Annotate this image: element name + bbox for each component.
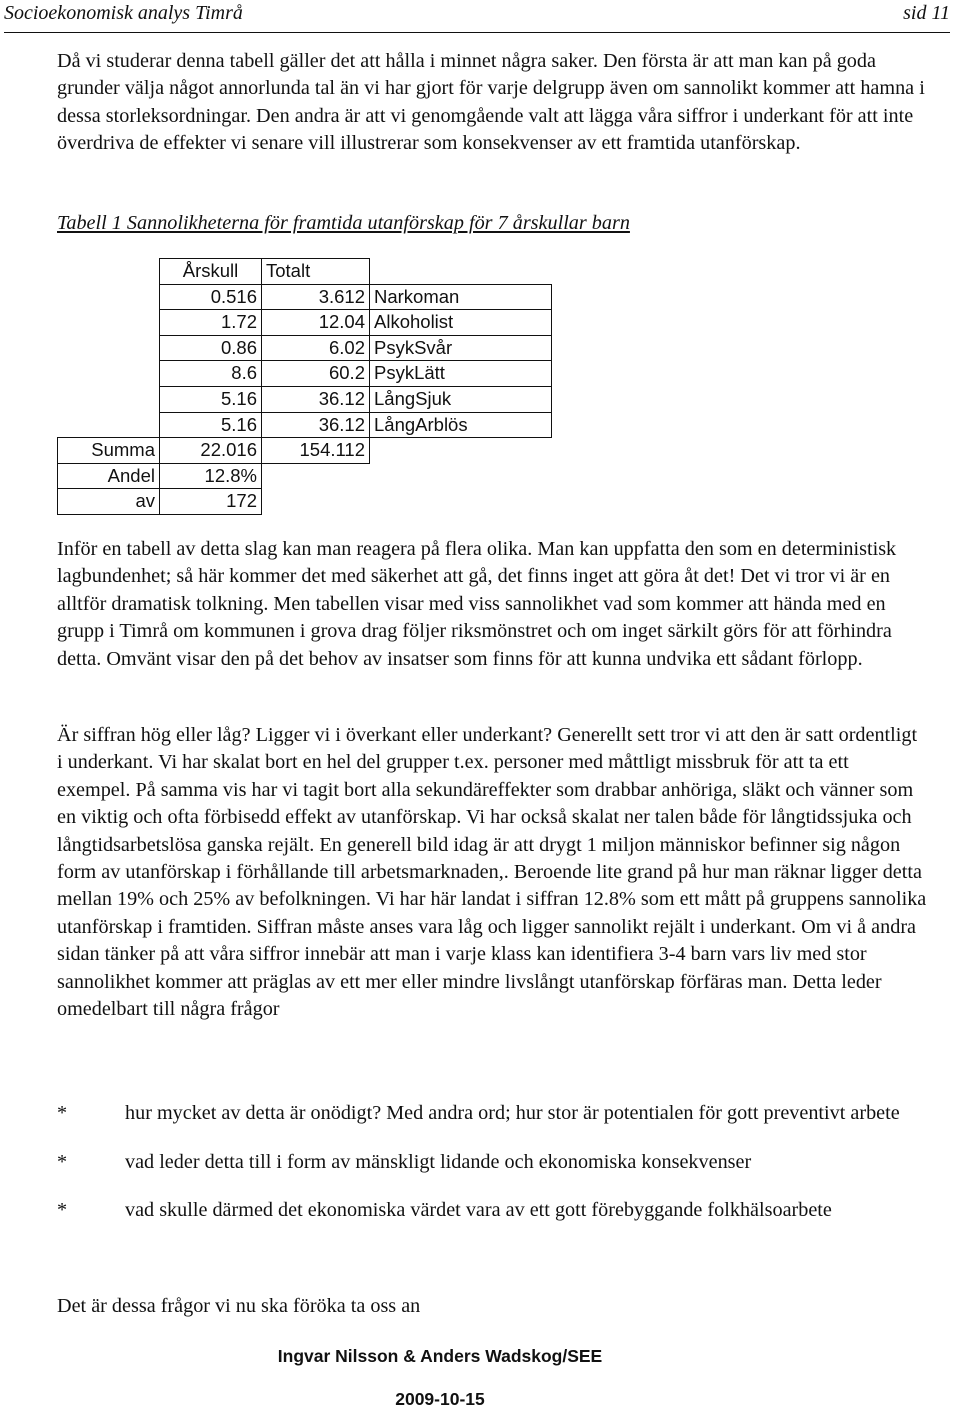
cell-arskull: 0.86 bbox=[160, 335, 262, 361]
cell-totalt: 36.12 bbox=[262, 386, 370, 412]
cell-arskull: 0.516 bbox=[160, 284, 262, 310]
page-number: sid 11 bbox=[903, 2, 950, 24]
cell-totalt: 60.2 bbox=[262, 361, 370, 387]
header-divider bbox=[4, 32, 950, 33]
question-list bbox=[57, 1101, 937, 1247]
list-item-text: vad skulle därmed det ekonomiska värdet vara av ett gott förebyggande folkhälsoarbete bbox=[125, 1199, 832, 1222]
cell-label: LångSjuk bbox=[370, 386, 552, 412]
cell-arskull: 5.16 bbox=[160, 386, 262, 412]
table-row bbox=[58, 412, 552, 438]
cell-label: Alkoholist bbox=[370, 310, 552, 336]
andel-value: 12.8% bbox=[160, 463, 262, 489]
discussion-paragraph: Är siffran hög eller låg? Ligger vi i överkant eller underkant? Generellt sett tror vi att den är satt ordentligt i underkant. Vi har skalat bort en hel del grupper t.ex. personer med måttligt missbruk för att ta ett exempel. På samma vis har vi tagit bort alla sekundäreffekter som drabbar anhöriga, släkt och vänner som en viktig och ofta förbisedd effekt av utanförskap. Vi har också skalat ner talen både för långtidssjuka och långtidsarbetslösa ganska rejält. En generell bild idag är att drygt 1 miljon människor befinner sig någon form av utanförskap i förhållande till arbetsmarknaden,. Beroende lite grand på hur man räknar ligger detta mellan 19% och 25% av befolkningen. Vi har här landat i siffran 12.8% som ett mått på gruppens sannolika utanförskap i framtiden. Siffran måste anses vara låg och ligger sannolikt rejält i underkant. Om vi å andra sidan tänker på att våra siffror innebär att man i varje klass kan identifiera 3-4 barn vars liv med stor sannolikhet kommer att präglas av ett mer eller mindre livslångt utanförskap förfäras man. Detta leder omedelbart till några frågor bbox=[57, 724, 927, 1021]
probability-table bbox=[57, 258, 552, 515]
table-row bbox=[58, 310, 552, 336]
summa-arskull: 22.016 bbox=[160, 438, 262, 464]
cell-totalt: 6.02 bbox=[262, 335, 370, 361]
table-av-row bbox=[58, 489, 552, 515]
cell-arskull: 8.6 bbox=[160, 361, 262, 387]
cell-totalt: 12.04 bbox=[262, 310, 370, 336]
intro-paragraph: Då vi studerar denna tabell gäller det att hålla i minnet några saker. Den första är att man kan på goda grunder välja något annorlunda tal än vi har gjort för varje delgrupp även om sannolikt kommer att hamna i dessa storleksordningar. Den andra är att vi genomgående valt att lägga våra siffror i underkant för att inte överdriva de effekter vi senare vill illustrerar som konsekvenser av ett framtida utanförskap. bbox=[57, 50, 925, 155]
list-item bbox=[57, 1150, 937, 1175]
cell-label: LångArblös bbox=[370, 412, 552, 438]
header-totalt: Totalt bbox=[262, 259, 370, 285]
bullet-asterisk: * bbox=[57, 1150, 68, 1173]
table-caption: Tabell 1 Sannolikheterna för framtida utanförskap för 7 årskullar barn bbox=[57, 212, 630, 234]
cell-totalt: 36.12 bbox=[262, 412, 370, 438]
bullet-asterisk: * bbox=[57, 1102, 68, 1124]
av-value: 172 bbox=[160, 489, 262, 515]
table-summa-row bbox=[58, 438, 552, 464]
list-item-text: hur mycket av detta är onödigt? Med andra ord; hur stor är potentialen för gott preventivt arbete bbox=[125, 1102, 900, 1124]
closing-paragraph: Det är dessa frågor vi nu ska föröka ta oss an bbox=[57, 1295, 421, 1317]
table-row bbox=[58, 386, 552, 412]
table-row bbox=[58, 361, 552, 387]
bullet-asterisk: * bbox=[57, 1199, 68, 1222]
list-item bbox=[57, 1198, 937, 1223]
interpretation-paragraph: Inför en tabell av detta slag kan man reagera på flera olika. Man kan uppfatta den som en deterministisk lagbundenhet; så här kommer det med säkerhet att gå, det finns inget att göra åt det! Det vi tror vi är en alltför dramatisk tolkning. Men tabellen visar med viss sannolikhet vad som kommer att hända med en grupp i Timrå om kommunen i grova drag följer riksmönstret och om inget särkilt görs för att förhindra detta. Omvänt visar den på det behov av insatser som finns för att kunna undvika ett sådant förlopp. bbox=[57, 538, 897, 670]
cell-label: PsykLätt bbox=[370, 361, 552, 387]
av-label: av bbox=[58, 489, 160, 515]
header-arskull: Årskull bbox=[160, 259, 262, 285]
table-andel-row bbox=[58, 463, 552, 489]
list-item-text: vad leder detta till i form av mänskligt lidande och ekonomiska konsekvenser bbox=[125, 1150, 752, 1173]
summa-totalt: 154.112 bbox=[262, 438, 370, 464]
table-header-row bbox=[58, 259, 552, 285]
document-title: Socioekonomisk analys Timrå bbox=[4, 2, 243, 24]
footer-authors: Ingvar Nilsson & Anders Wadskog/SEE bbox=[277, 1346, 603, 1366]
cell-label: PsykSvår bbox=[370, 335, 552, 361]
footer-date: 2009-10-15 bbox=[395, 1389, 485, 1409]
cell-arskull: 5.16 bbox=[160, 412, 262, 438]
list-item bbox=[57, 1101, 937, 1126]
page-header bbox=[4, 2, 950, 28]
cell-arskull: 1.72 bbox=[160, 310, 262, 336]
andel-label: Andel bbox=[58, 463, 160, 489]
summa-label: Summa bbox=[58, 438, 160, 464]
table-row bbox=[58, 335, 552, 361]
cell-label: Narkoman bbox=[370, 284, 552, 310]
table-row bbox=[58, 284, 552, 310]
cell-totalt: 3.612 bbox=[262, 284, 370, 310]
